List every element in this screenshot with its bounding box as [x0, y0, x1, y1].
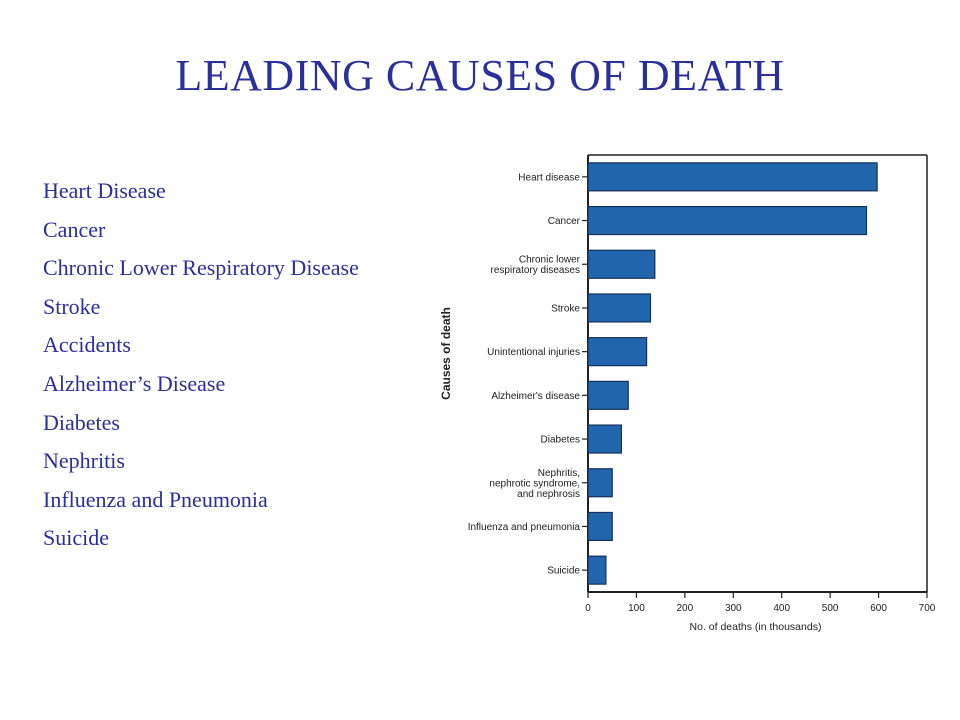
- x-tick-label: 600: [870, 603, 887, 614]
- y-tick-label: [487, 347, 580, 358]
- cause-item: Heart Disease: [43, 178, 166, 203]
- bar: [588, 512, 612, 540]
- x-tick-label: 300: [724, 603, 742, 614]
- y-tick-label-line: Influenza and pneumonia: [467, 521, 580, 533]
- y-tick-label-line: Suicide: [547, 565, 580, 577]
- bar: [588, 556, 606, 584]
- y-tick-label-line: Alzheimer's disease: [491, 390, 580, 402]
- bar: [588, 469, 612, 497]
- y-tick-label: [547, 566, 580, 577]
- y-tick-label: [551, 303, 580, 314]
- y-tick-label-line: Cancer: [547, 216, 580, 228]
- x-tick-label: 400: [773, 603, 791, 614]
- bar: [588, 338, 647, 366]
- y-tick-label-line: respiratory diseases: [490, 265, 580, 276]
- cause-item: Accidents: [43, 332, 131, 358]
- bar: [588, 207, 866, 235]
- bar: [588, 381, 628, 409]
- x-tick-label: 0: [585, 603, 591, 614]
- y-tick-label: [468, 522, 581, 533]
- x-axis-label: No. of deaths (in thousands): [689, 621, 822, 633]
- x-tick-label: 500: [821, 603, 839, 614]
- bar: [588, 294, 650, 322]
- cause-item: Diabetes: [43, 409, 120, 435]
- y-tick-label-line: Chronic lower: [518, 254, 580, 266]
- y-axis-label: Causes of death: [439, 307, 453, 400]
- cause-item: Stroke: [43, 293, 101, 319]
- y-tick-label-line: Unintentional injuries: [487, 347, 580, 359]
- cause-item: Influenza and Pneumonia: [43, 486, 268, 512]
- slide-title: LEADING CAUSES OF DEATH: [175, 51, 785, 100]
- y-tick-label-line: and nephrosis: [517, 488, 580, 500]
- bar: [588, 425, 621, 453]
- cause-item: Alzheimer’s Disease: [43, 370, 226, 396]
- y-tick-label: [491, 255, 581, 277]
- cause-item: Suicide: [43, 525, 109, 551]
- chart-container: [430, 140, 950, 660]
- cause-item: Cancer: [43, 216, 106, 242]
- y-tick-label: [541, 435, 580, 446]
- y-tick-label: [548, 216, 581, 227]
- bar-chart: [430, 140, 950, 660]
- y-tick-label: [518, 172, 580, 183]
- y-tick-label: [491, 391, 580, 402]
- causes-list: [43, 172, 359, 558]
- x-tick-label: 700: [918, 603, 936, 614]
- cause-item: Nephritis: [43, 448, 125, 474]
- x-tick-label: 200: [676, 603, 694, 614]
- y-tick-label: [489, 468, 580, 500]
- y-tick-label-line: Nephritis,: [537, 467, 580, 479]
- x-tick-label: 100: [628, 603, 645, 614]
- cause-item: Chronic Lower Respiratory Disease: [43, 255, 359, 281]
- y-tick-label-line: Stroke: [551, 303, 580, 315]
- y-tick-label-line: nephrotic syndrome,: [489, 478, 580, 490]
- y-tick-label-line: Heart disease: [518, 172, 580, 184]
- bar: [588, 250, 655, 278]
- y-tick-label-line: Diabetes: [540, 434, 580, 446]
- bar: [588, 163, 877, 191]
